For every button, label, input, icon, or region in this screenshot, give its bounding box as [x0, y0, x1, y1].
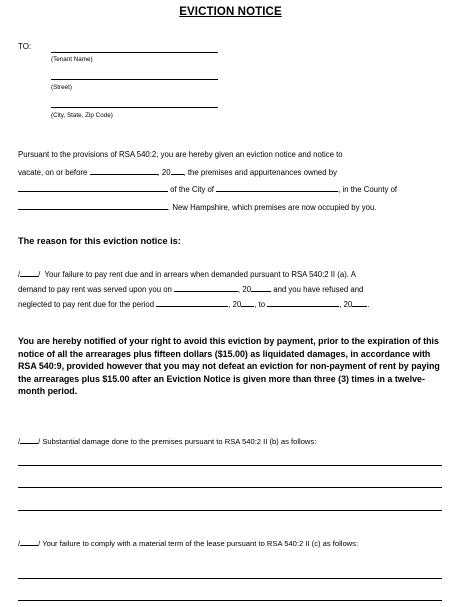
period-label: neglected to pay rent due for the period: [18, 300, 155, 309]
lease-term-line-2[interactable]: [18, 600, 442, 601]
option-b-open-slash: /: [18, 437, 21, 446]
demand-date-blank[interactable]: [174, 283, 238, 292]
period-end-period: .: [367, 300, 370, 309]
period-start-year-blank[interactable]: [241, 298, 254, 307]
county-of-label: , in the County of: [338, 185, 398, 194]
street-line[interactable]: [51, 79, 218, 80]
new-hampshire-label: . New Hampshire, which premises are now occupied by you.: [168, 202, 377, 212]
tenant-name-caption: (Tenant Name): [51, 56, 93, 63]
page-title: EVICTION NOTICE: [179, 6, 282, 18]
option-b-text: Substantial damage done to the premises pursuant to RSA 540:2 II (b) as follows:: [40, 437, 317, 446]
vacate-year-blank[interactable]: [171, 166, 184, 175]
pursuant-line-3: [18, 181, 446, 199]
demand-year-blank[interactable]: [251, 283, 271, 292]
damage-line-1[interactable]: [18, 465, 442, 466]
vacate-date-blank[interactable]: [90, 166, 158, 175]
option-a-checkbox-blank[interactable]: [20, 268, 41, 279]
option-c-text: Your failure to comply with a material term of the lease pursuant to RSA 540:2 II (c) as follows:: [40, 539, 359, 548]
period-end-year-blank[interactable]: [352, 298, 370, 309]
refused-label: and you have refused and: [271, 285, 364, 294]
option-c-close-slash: /: [38, 539, 41, 548]
option-a-close-slash: /: [38, 270, 41, 279]
option-a-line-2: [18, 282, 446, 297]
option-c-checkbox-blank[interactable]: [20, 537, 41, 548]
period-end-blank[interactable]: [267, 298, 339, 307]
notice-paragraph: You are hereby notified of your right to avoid this eviction by payment, prior to the expiration of this notice of all the arrearages plus fifteen dollars ($15.00) as liquidated damages, in accordance with RSA 540:9, provided however that you may not defeat an eviction for non-payment of rent by paying the arrearages plus $15.00 after an Eviction Notice is given more than three (3) times in a twelve-month period.: [18, 336, 440, 397]
option-b-checkbox-blank[interactable]: [20, 435, 41, 446]
option-b-close-slash: /: [38, 437, 41, 446]
option-a-line-3: [18, 297, 446, 312]
pursuant-line-2: [18, 164, 446, 182]
city-state-zip-caption: (City, State, Zip Code): [51, 112, 113, 119]
option-b-line: [18, 435, 446, 447]
period-start-blank[interactable]: [156, 298, 228, 307]
owned-by-label: , the premises and appurtenances owned by: [183, 167, 337, 177]
owner-name-blank[interactable]: [18, 183, 168, 192]
tenant-name-line[interactable]: [51, 52, 218, 53]
option-a-open-slash: /: [18, 270, 21, 279]
street-caption: (Street): [51, 84, 72, 91]
lease-term-line-1[interactable]: [18, 578, 442, 579]
option-a-line-1: [18, 267, 446, 282]
period-end-year-label: , 20: [339, 300, 353, 309]
option-a-paragraph: [18, 267, 446, 312]
year-label: , 20: [157, 167, 171, 177]
damage-line-3[interactable]: [18, 510, 442, 511]
pursuant-line-1: Pursuant to the provisions of RSA 540:2, you are hereby given an eviction notice and notice to: [18, 150, 343, 159]
pursuant-paragraph: [18, 146, 446, 216]
city-of-label: of the City of: [170, 185, 214, 194]
period-to-label: , to: [254, 300, 266, 309]
option-c-line: [18, 537, 446, 549]
city-state-zip-line[interactable]: [51, 107, 218, 108]
reason-heading: The reason for this eviction notice is:: [18, 236, 181, 246]
city-blank[interactable]: [216, 183, 338, 192]
to-label: TO:: [18, 42, 32, 51]
pursuant-line-4: [18, 199, 446, 217]
option-c-open-slash: /: [18, 539, 21, 548]
demand-year-label: , 20: [238, 285, 252, 294]
period-start-year-label: , 20: [228, 300, 242, 309]
demand-served-label: demand to pay rent was served upon you on: [18, 285, 172, 294]
option-a-text-1: Your failure to pay rent due and in arrears when demanded pursuant to RSA 540:2 II (a). A: [44, 270, 356, 279]
damage-line-2[interactable]: [18, 487, 442, 488]
vacate-label: vacate, on or before: [18, 167, 88, 177]
county-blank[interactable]: [18, 201, 168, 210]
